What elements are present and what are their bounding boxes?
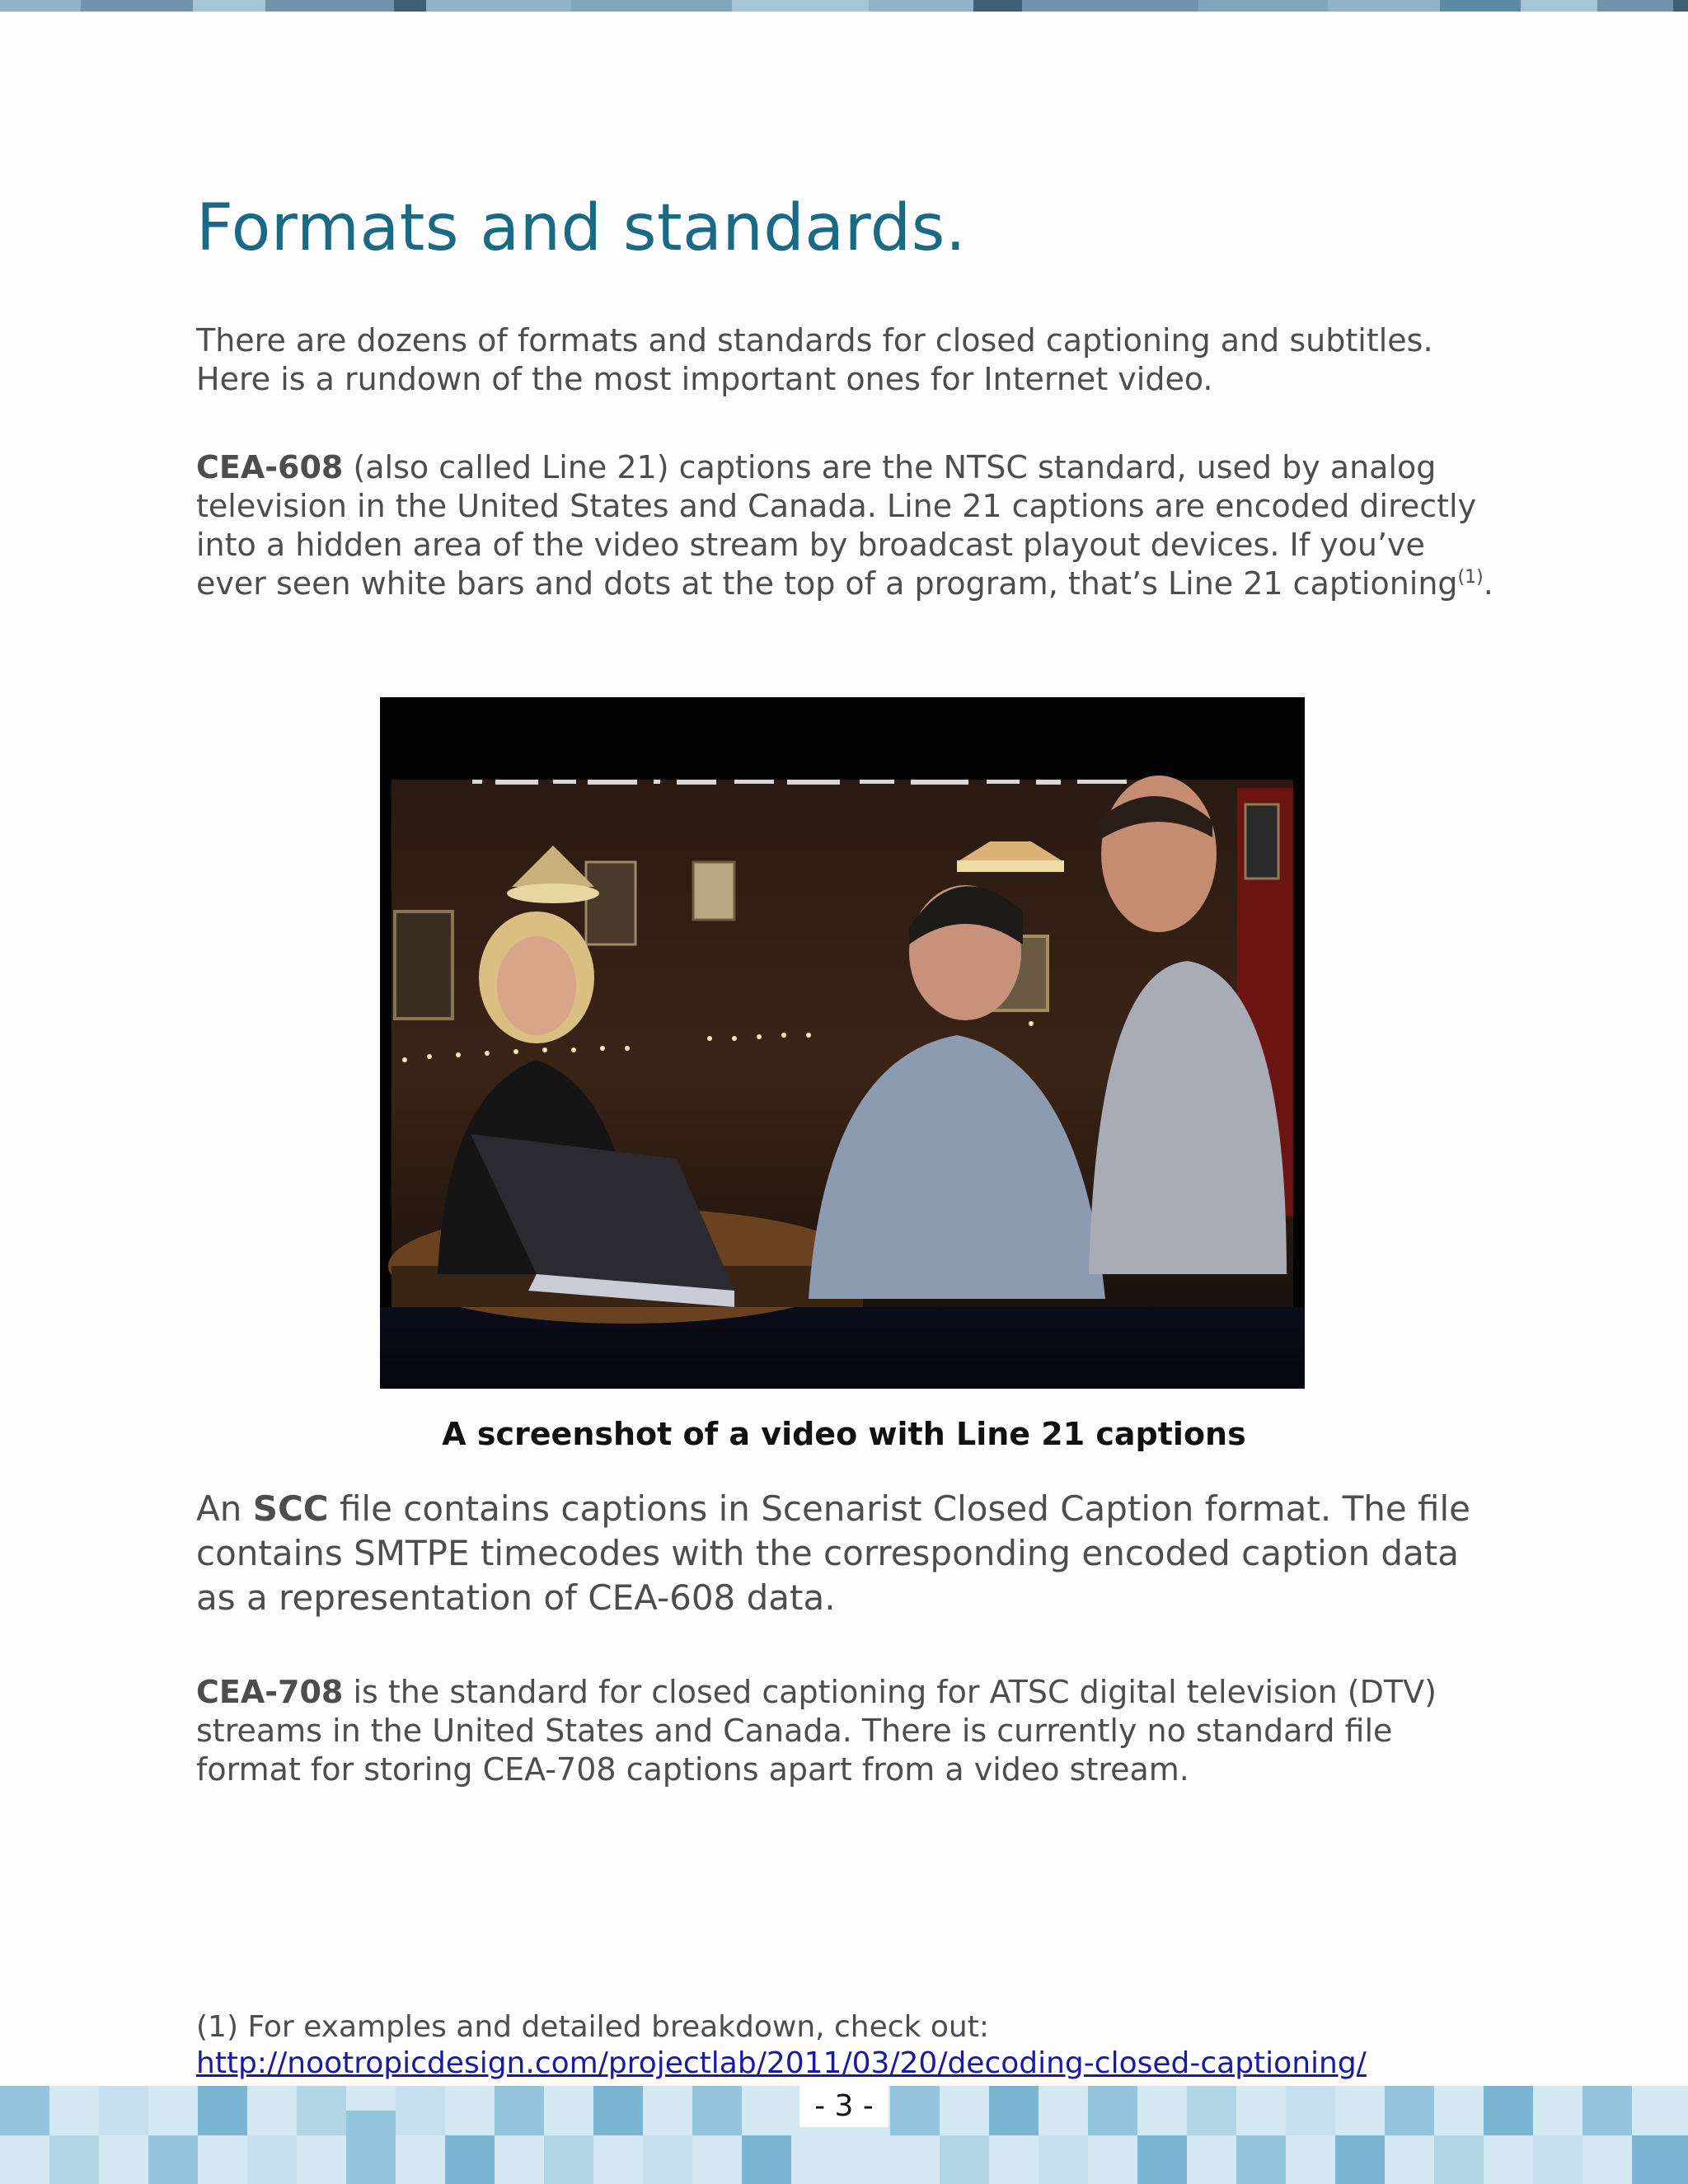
scc-paragraph xyxy=(196,1487,1498,1620)
page-title: Formats and standards. xyxy=(196,191,967,265)
figure-caption: A screenshot of a video with Line 21 captions xyxy=(442,1416,1246,1452)
video-screenshot xyxy=(380,697,1305,1389)
cea708-text: is the standard for closed captioning for ATSC digital television (DTV) streams in the United States and Canada. There is currently no standard file format for storing CEA-708 captions apart from a video stream. xyxy=(196,1674,1437,1788)
page-number: - 3 - xyxy=(799,2086,889,2127)
cea708-term: CEA-708 xyxy=(196,1674,344,1710)
scc-term: SCC xyxy=(252,1488,329,1529)
cea708-paragraph xyxy=(196,1673,1498,1789)
footnote-label: (1) For examples and detailed breakdown, check out: xyxy=(196,2010,989,2044)
intro-paragraph: There are dozens of formats and standards for closed captioning and subtitles. Here is a rundown of the most important ones for Internet video. xyxy=(196,322,1433,397)
cea608-paragraph xyxy=(196,448,1498,603)
footnote xyxy=(196,2009,1531,2082)
scc-lead: An xyxy=(196,1488,253,1529)
scc-text: file contains captions in Scenarist Closed Caption format. The file contains SMTPE timecodes with the corresponding encoded caption data as a representation of CEA-608 data. xyxy=(196,1488,1471,1618)
footnote-ref[interactable]: (1) xyxy=(1457,567,1484,588)
cea608-term: CEA-608 xyxy=(196,449,344,485)
cea608-end: . xyxy=(1483,565,1493,602)
top-decorative-bar xyxy=(0,0,1688,12)
footnote-link[interactable]: http://nootropicdesign.com/projectlab/2011/03/20/decoding-closed-captioning/ xyxy=(196,2046,1367,2080)
cea608-text: (also called Line 21) captions are the NTSC standard, used by analog television in the United States and Canada. Line 21 captions are encoded directly into a hidden area of the video stream by broadcast playout devices. If you’ve ever seen white bars and dots at the top of a program, that’s Line 21 captioning xyxy=(196,449,1477,602)
